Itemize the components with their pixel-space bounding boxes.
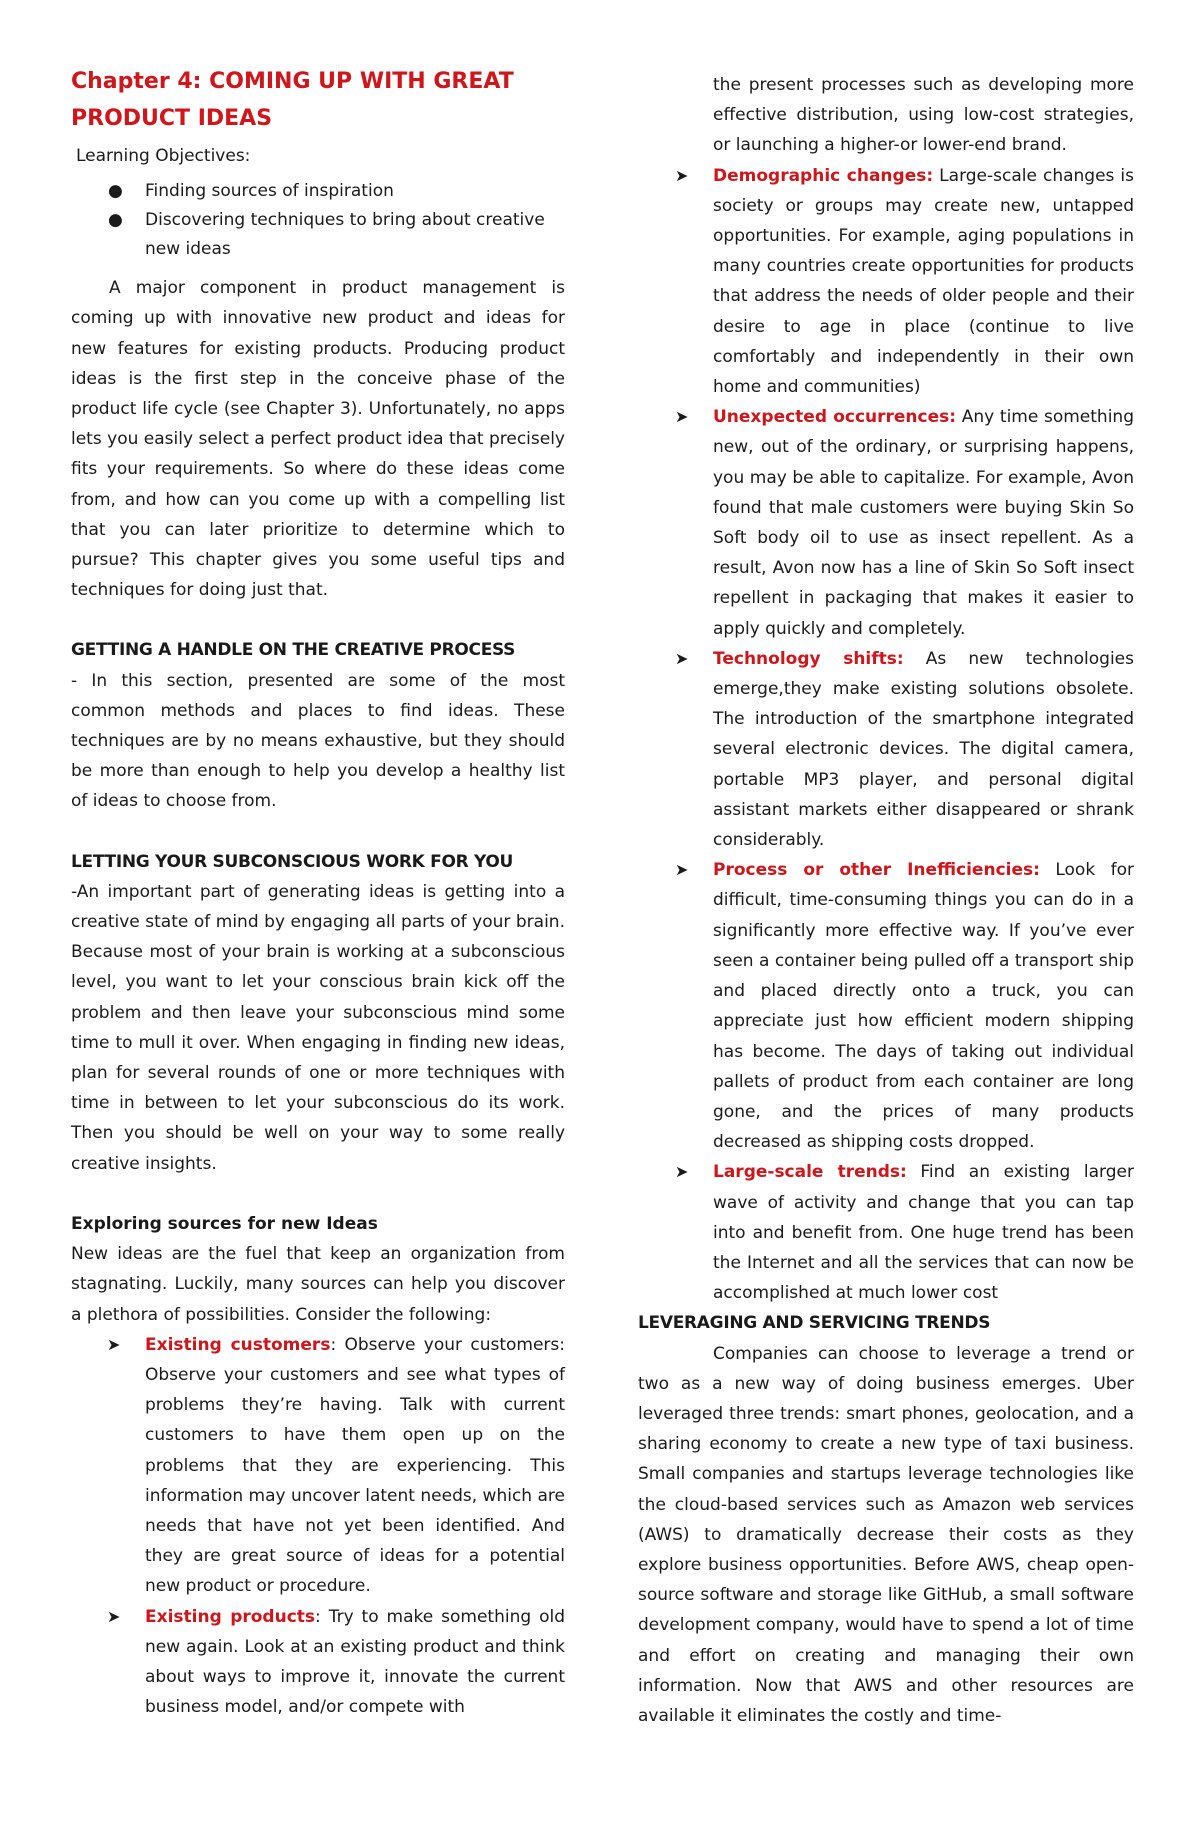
section-heading-exploring-sources: Exploring sources for new Ideas [71, 1213, 378, 1234]
source-item [71, 1602, 565, 1723]
source-item [638, 402, 1134, 644]
section-body-leveraging-trends: Companies can choose to leverage a trend or two as a new way of doing business emerges. Uber leveraged three trends: smart phones, geolocation, and a sharing economy to create a new type of taxi business. Small companies and startups leverage technologies like the cloud-based services such as Amazon web services (AWS) to dramatically decrease their costs as they explore business opportunities. Before AWS, cheap open-source software and storage like GitHub, a small software development company, would have to spend a lot of time and effort on creating and managing their own information. Now that AWS and other resources are available it eliminates the costly and time- [638, 1343, 1134, 1726]
learning-objectives-list [71, 177, 565, 264]
section-body-creative-process: - In this section, presented are some of the most common methods and places to find ideas. These techniques are by no means exhaustive, but they should be more than enough to help you develop a healthy list of ideas to choose from. [71, 670, 565, 812]
learning-objectives-label: Learning Objectives: [76, 146, 251, 166]
source-term-sep: : [330, 1334, 337, 1355]
source-term: Existing customers [145, 1334, 331, 1355]
source-term: Technology shifts: [713, 648, 904, 669]
source-text: As new technologies emerge,they make existing solutions obsolete. The introduction of the smartphone integrated several electronic devices. The digital camera, portable MP3 player, and personal digital assistant markets either disappeared or shrank considerably. [713, 648, 1134, 851]
objective-item [71, 177, 565, 206]
continuation-text: the present processes such as developing more effective distribution, using low-cost strategies, or launching a higher-or lower-end brand. [713, 75, 1134, 156]
dot-bullet-icon: ● [108, 181, 123, 202]
arrowhead-bullet-icon: ➤ [675, 1162, 689, 1182]
source-term: Process or other Inefficiencies: [713, 860, 1040, 881]
arrowhead-bullet-icon: ➤ [675, 648, 689, 668]
source-term: Unexpected occurrences: [713, 407, 957, 428]
chapter-title-line-1: Chapter 4: COMING UP WITH GREAT [71, 69, 514, 94]
source-text: Any time something new, out of the ordinary, or surprising happens, you may be able to capitalize. For example, Avon found that male customers were buying Skin So Soft body oil to use as insect repellent. As a result, Avon now has a line of Skin So Soft insect repellent in packaging that makes it easier to apply quickly and completely. [713, 407, 1134, 639]
source-text: Large-scale changes is society or groups may create new, untapped opportunities. For example, aging populations in many countries create opportunities for products that address the needs of older people and their desire to age in place (continue to live comfortably and independently in their own home and communities) [713, 165, 1134, 398]
source-item [638, 855, 1134, 1157]
sources-list-left [71, 1330, 565, 1723]
intro-paragraph: A major component in product management is coming up with innovative new product and ideas for new features for existing products. Producing product ideas is the first step in the conceive phase of the product life cycle (see Chapter 3). Unfortunately, no apps lets you easily select a perfect product idea that precisely fits your requirements. So where do these ideas come from, and how can you come up with a compelling list that you can later prioritize to determine which to pursue? This chapter gives you some useful tips and techniques for doing just that. [71, 278, 565, 601]
source-item [638, 1157, 1134, 1308]
section-body-exploring-sources: New ideas are the fuel that keep an organization from stagnating. Luckily, many sources can help you discover a plethora of possibilities. Consider the following: [71, 1244, 565, 1325]
section-heading-subconscious: LETTING YOUR SUBCONSCIOUS WORK FOR YOU [71, 851, 514, 872]
right-column [638, 70, 1134, 1731]
arrowhead-bullet-icon: ➤ [107, 1334, 121, 1354]
objective-text: Finding sources of inspiration [145, 181, 394, 202]
chapter-title [71, 63, 565, 137]
source-term: Existing products [145, 1606, 316, 1627]
source-item [638, 644, 1134, 855]
source-text: Find an existing larger wave of activity and change that you can tap into and benefit from. One huge trend has been the Internet and all the services that can now be accomplished at much lower cost [713, 1162, 1134, 1304]
source-term: Large-scale trends: [713, 1162, 907, 1183]
source-text: Try to make something old new again. Look at an existing product and think about ways to improve it, innovate the current business model, and/or compete with [145, 1606, 565, 1718]
left-column [71, 63, 565, 1722]
arrowhead-bullet-icon: ➤ [675, 165, 689, 185]
source-text: Observe your customers: Observe your customers and see what types of problems they’re having. Talk with current customers to have them open up on the problems that they are experiencing. This information may uncover latent needs, which are needs that have not yet been identified. And they are great source of ideas for a potential new product or procedure. [145, 1334, 565, 1597]
source-term: Demographic changes: [713, 165, 934, 186]
chapter-title-line-2: PRODUCT IDEAS [71, 106, 273, 131]
source-item [638, 161, 1134, 403]
section-body-subconscious: -An important part of generating ideas is getting into a creative state of mind by engaging all parts of your brain. Because most of your brain is working at a subconscious level, you want to let your conscious brain kick off the problem and then leave your subconscious mind some time to mull it over. When engaging in finding new ideas, plan for several rounds of one or more techniques with time in between to let your subconscious do its work. Then you should be well on your way to some really creative insights. [71, 881, 565, 1174]
objective-item [71, 206, 565, 264]
objective-text: Discovering techniques to bring about creative new ideas [145, 210, 545, 260]
sources-list-right [638, 161, 1134, 1309]
arrowhead-bullet-icon: ➤ [107, 1606, 121, 1626]
arrowhead-bullet-icon: ➤ [675, 860, 689, 880]
source-item [71, 1330, 565, 1602]
section-heading-creative-process: GETTING A HANDLE ON THE CREATIVE PROCESS [71, 640, 516, 661]
source-term-sep: : [315, 1606, 321, 1627]
dot-bullet-icon: ● [108, 210, 123, 231]
section-heading-leveraging-trends: LEVERAGING AND SERVICING TRENDS [638, 1313, 991, 1334]
source-text: Look for difficult, time-consuming things you can do in a significantly more effective way. If you’ve ever seen a container being pulled off a transport ship and placed directly onto a truck, you can appreciate just how efficient modern shipping has become. The days of taking out individual pallets of product from each container are long gone, and the prices of many products decreased as shipping costs dropped. [713, 860, 1134, 1153]
arrowhead-bullet-icon: ➤ [675, 407, 689, 427]
